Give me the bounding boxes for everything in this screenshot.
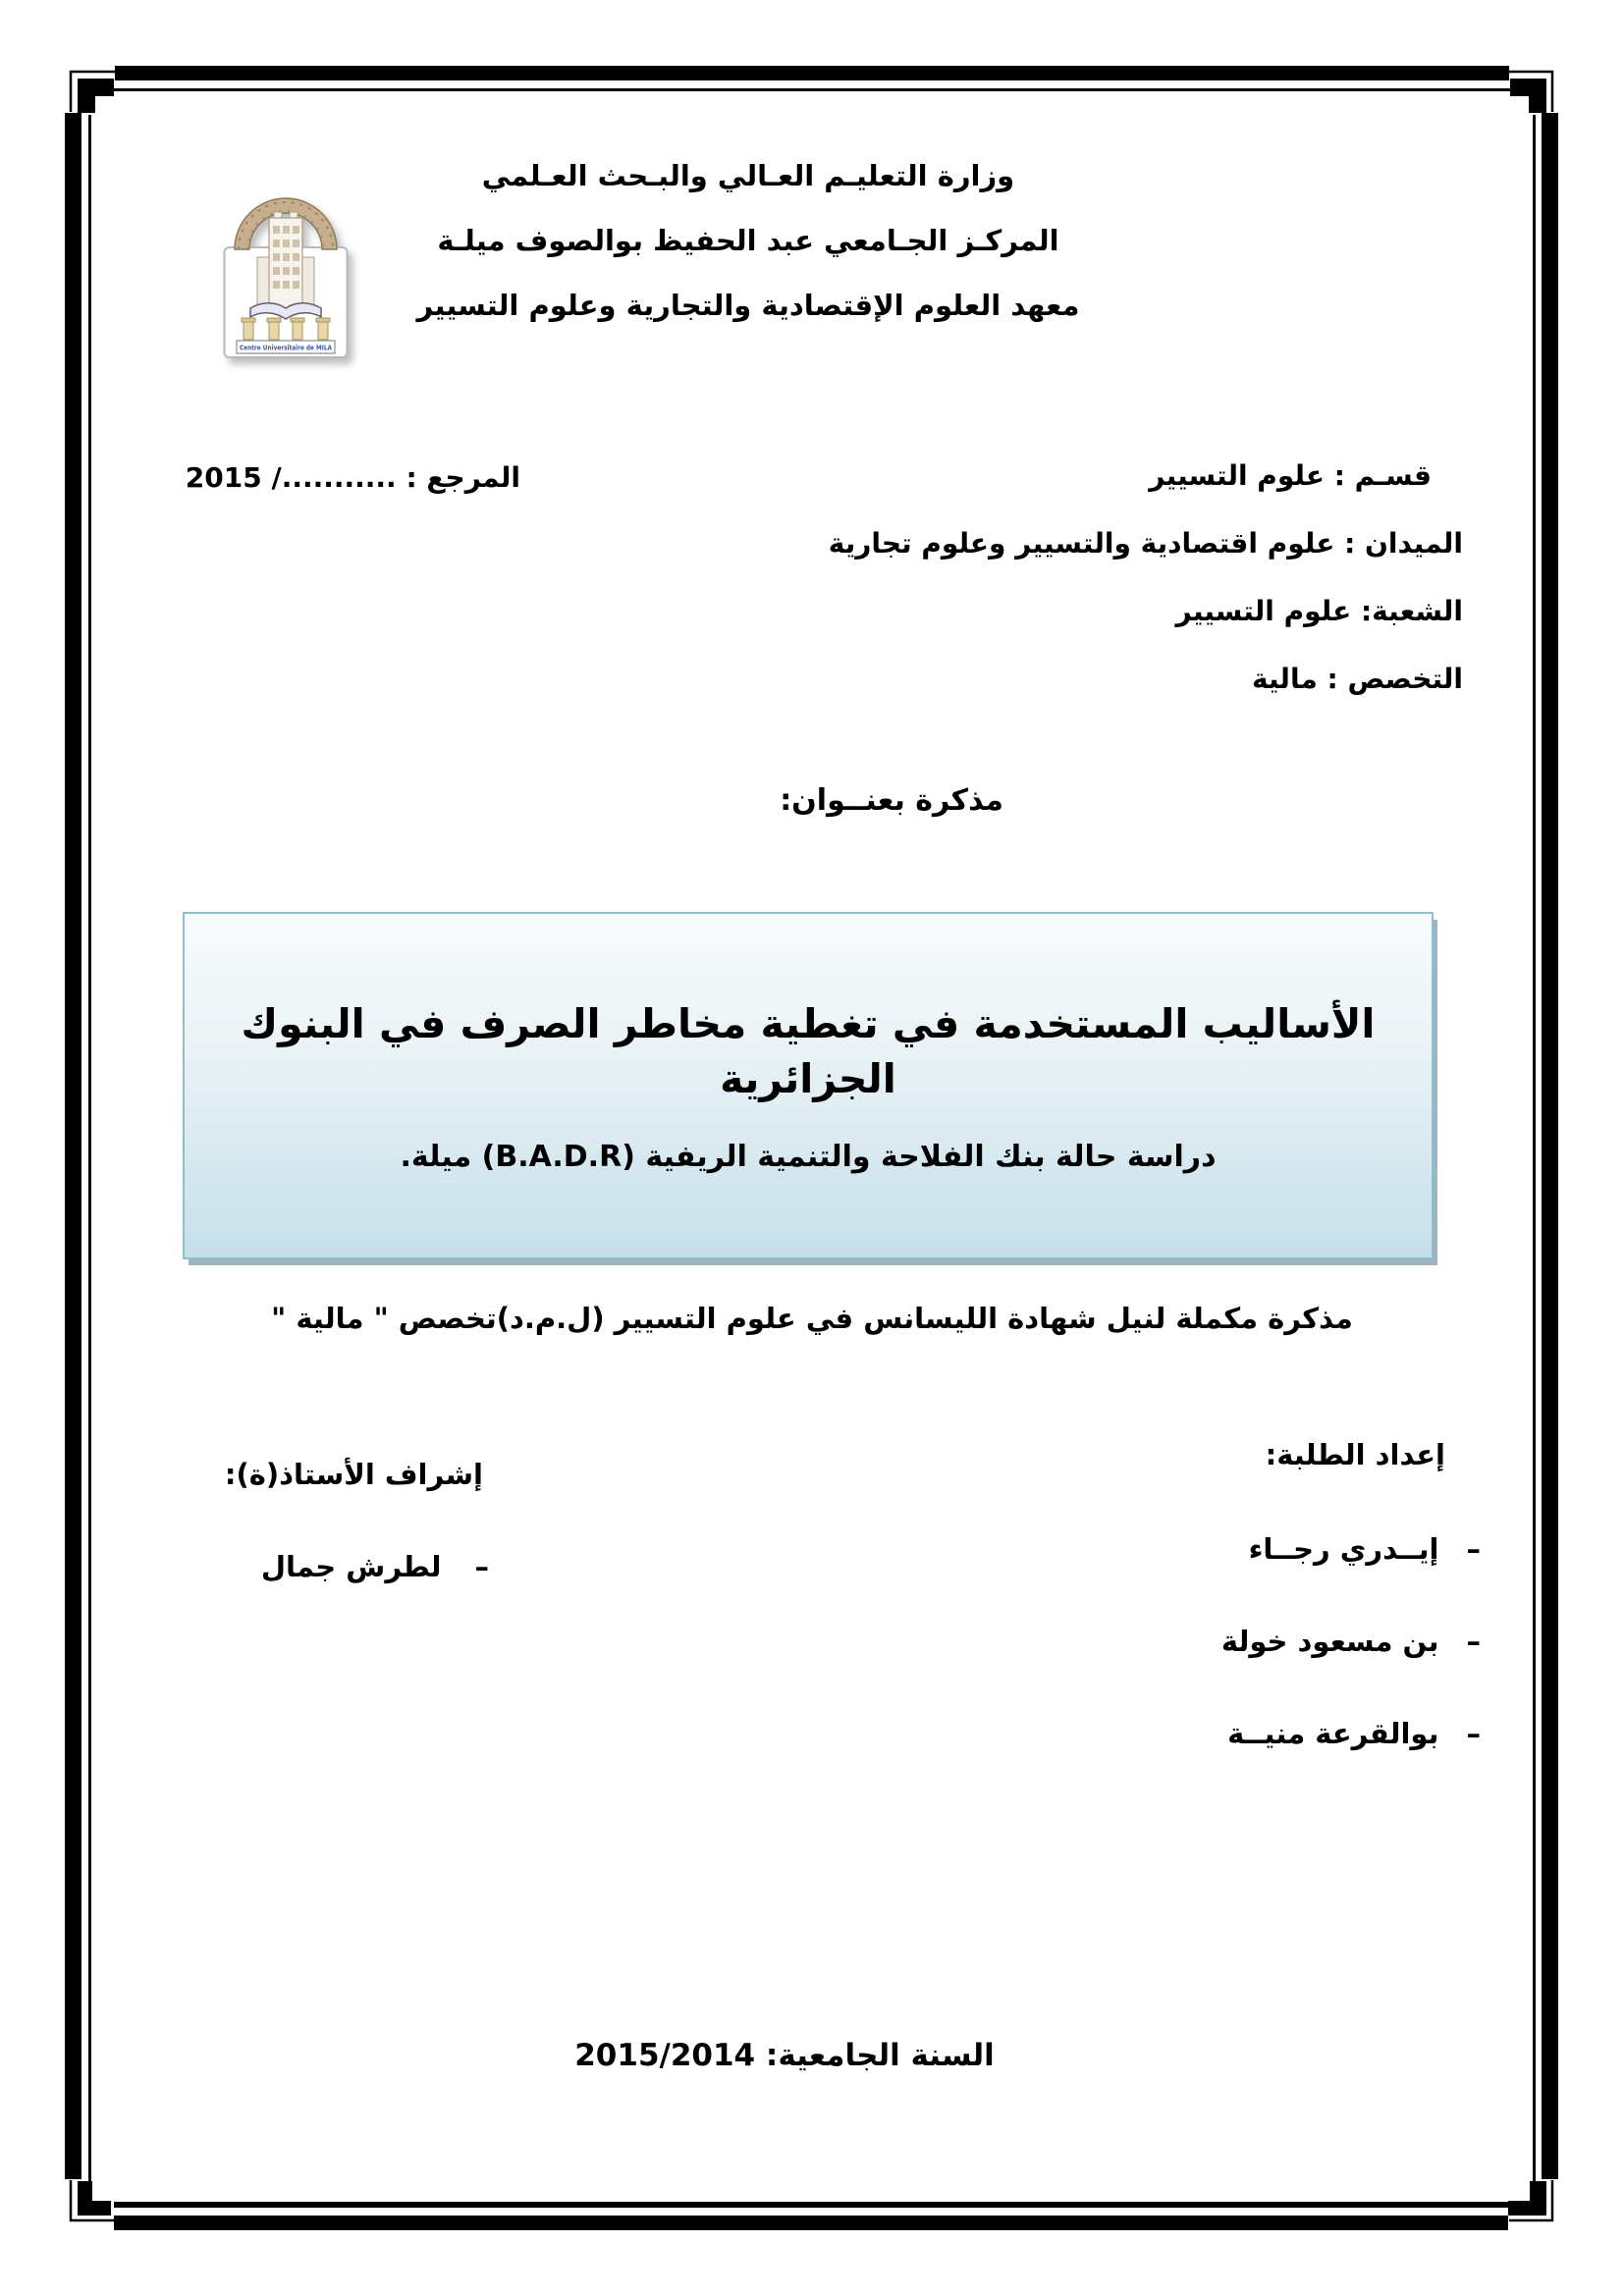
- supervisor-section: [157, 1455, 489, 1586]
- ministry-line: وزارة التعليـم العـالي والبـحث العـلمي: [481, 159, 1015, 192]
- speciality-line: التخصص : مالية: [1252, 663, 1463, 695]
- student-name: بوالقرعة منيــة: [1227, 1717, 1439, 1750]
- thesis-subtitle: دراسة حالة بنك الفلاحة والتنمية الريفية (B.A.D.R) ميلة.: [400, 1139, 1217, 1174]
- university-line: المركـز الجـامعي عبد الحفيظ بوالصوف ميلـة: [437, 224, 1059, 257]
- degree-line: مذكرة مكملة لنيل شهادة الليسانس في علوم التسيير (ل.م.د)تخصص " مالية ": [271, 1302, 1353, 1335]
- memo-label: مذكرة بعنــوان:: [780, 783, 1003, 818]
- logo-caption: Centre Universitaire de MILA: [240, 344, 333, 352]
- dash-bullet: –: [474, 1550, 489, 1583]
- student-item: [1049, 1622, 1481, 1661]
- student-name: إيــدري رجــاء: [1248, 1532, 1439, 1566]
- supervisor-name: لطرش جمال: [260, 1550, 442, 1583]
- department-info: [829, 442, 1463, 713]
- title-box: [183, 912, 1434, 1259]
- academic-year: السنة الجامعية: 2015/2014: [574, 2038, 995, 2073]
- student-item: [1049, 1529, 1481, 1569]
- ministry-header: [370, 143, 1126, 338]
- dash-bullet: –: [1466, 1532, 1481, 1566]
- dash-bullet: –: [1466, 1717, 1481, 1750]
- students-heading: إعداد الطلبة:: [1265, 1438, 1445, 1471]
- student-name: بن مسعود خولة: [1220, 1625, 1439, 1658]
- institute-line: معهد العلوم الإقتصادية والتجارية وعلوم التسيير: [416, 289, 1080, 322]
- reference-line: المرجع : .........../ 2015: [185, 461, 520, 494]
- student-item: [1049, 1714, 1481, 1753]
- dash-bullet: –: [1466, 1625, 1481, 1658]
- thesis-title: الأساليب المستخدمة في تغطية مخاطر الصرف في البنوك الجزائرية: [241, 1000, 1376, 1102]
- branch-line: الشعبة: علوم التسيير: [1175, 595, 1463, 627]
- students-section: [1049, 1435, 1481, 1806]
- department-line: قسـم : علوم التسيير: [1149, 459, 1432, 492]
- supervisor-item: [157, 1547, 489, 1586]
- university-logo: [222, 192, 350, 361]
- field-line: الميدان : علوم اقتصادية والتسيير وعلوم تجارية: [828, 527, 1463, 560]
- supervisor-heading: إشراف الأستاذ(ة):: [224, 1458, 483, 1491]
